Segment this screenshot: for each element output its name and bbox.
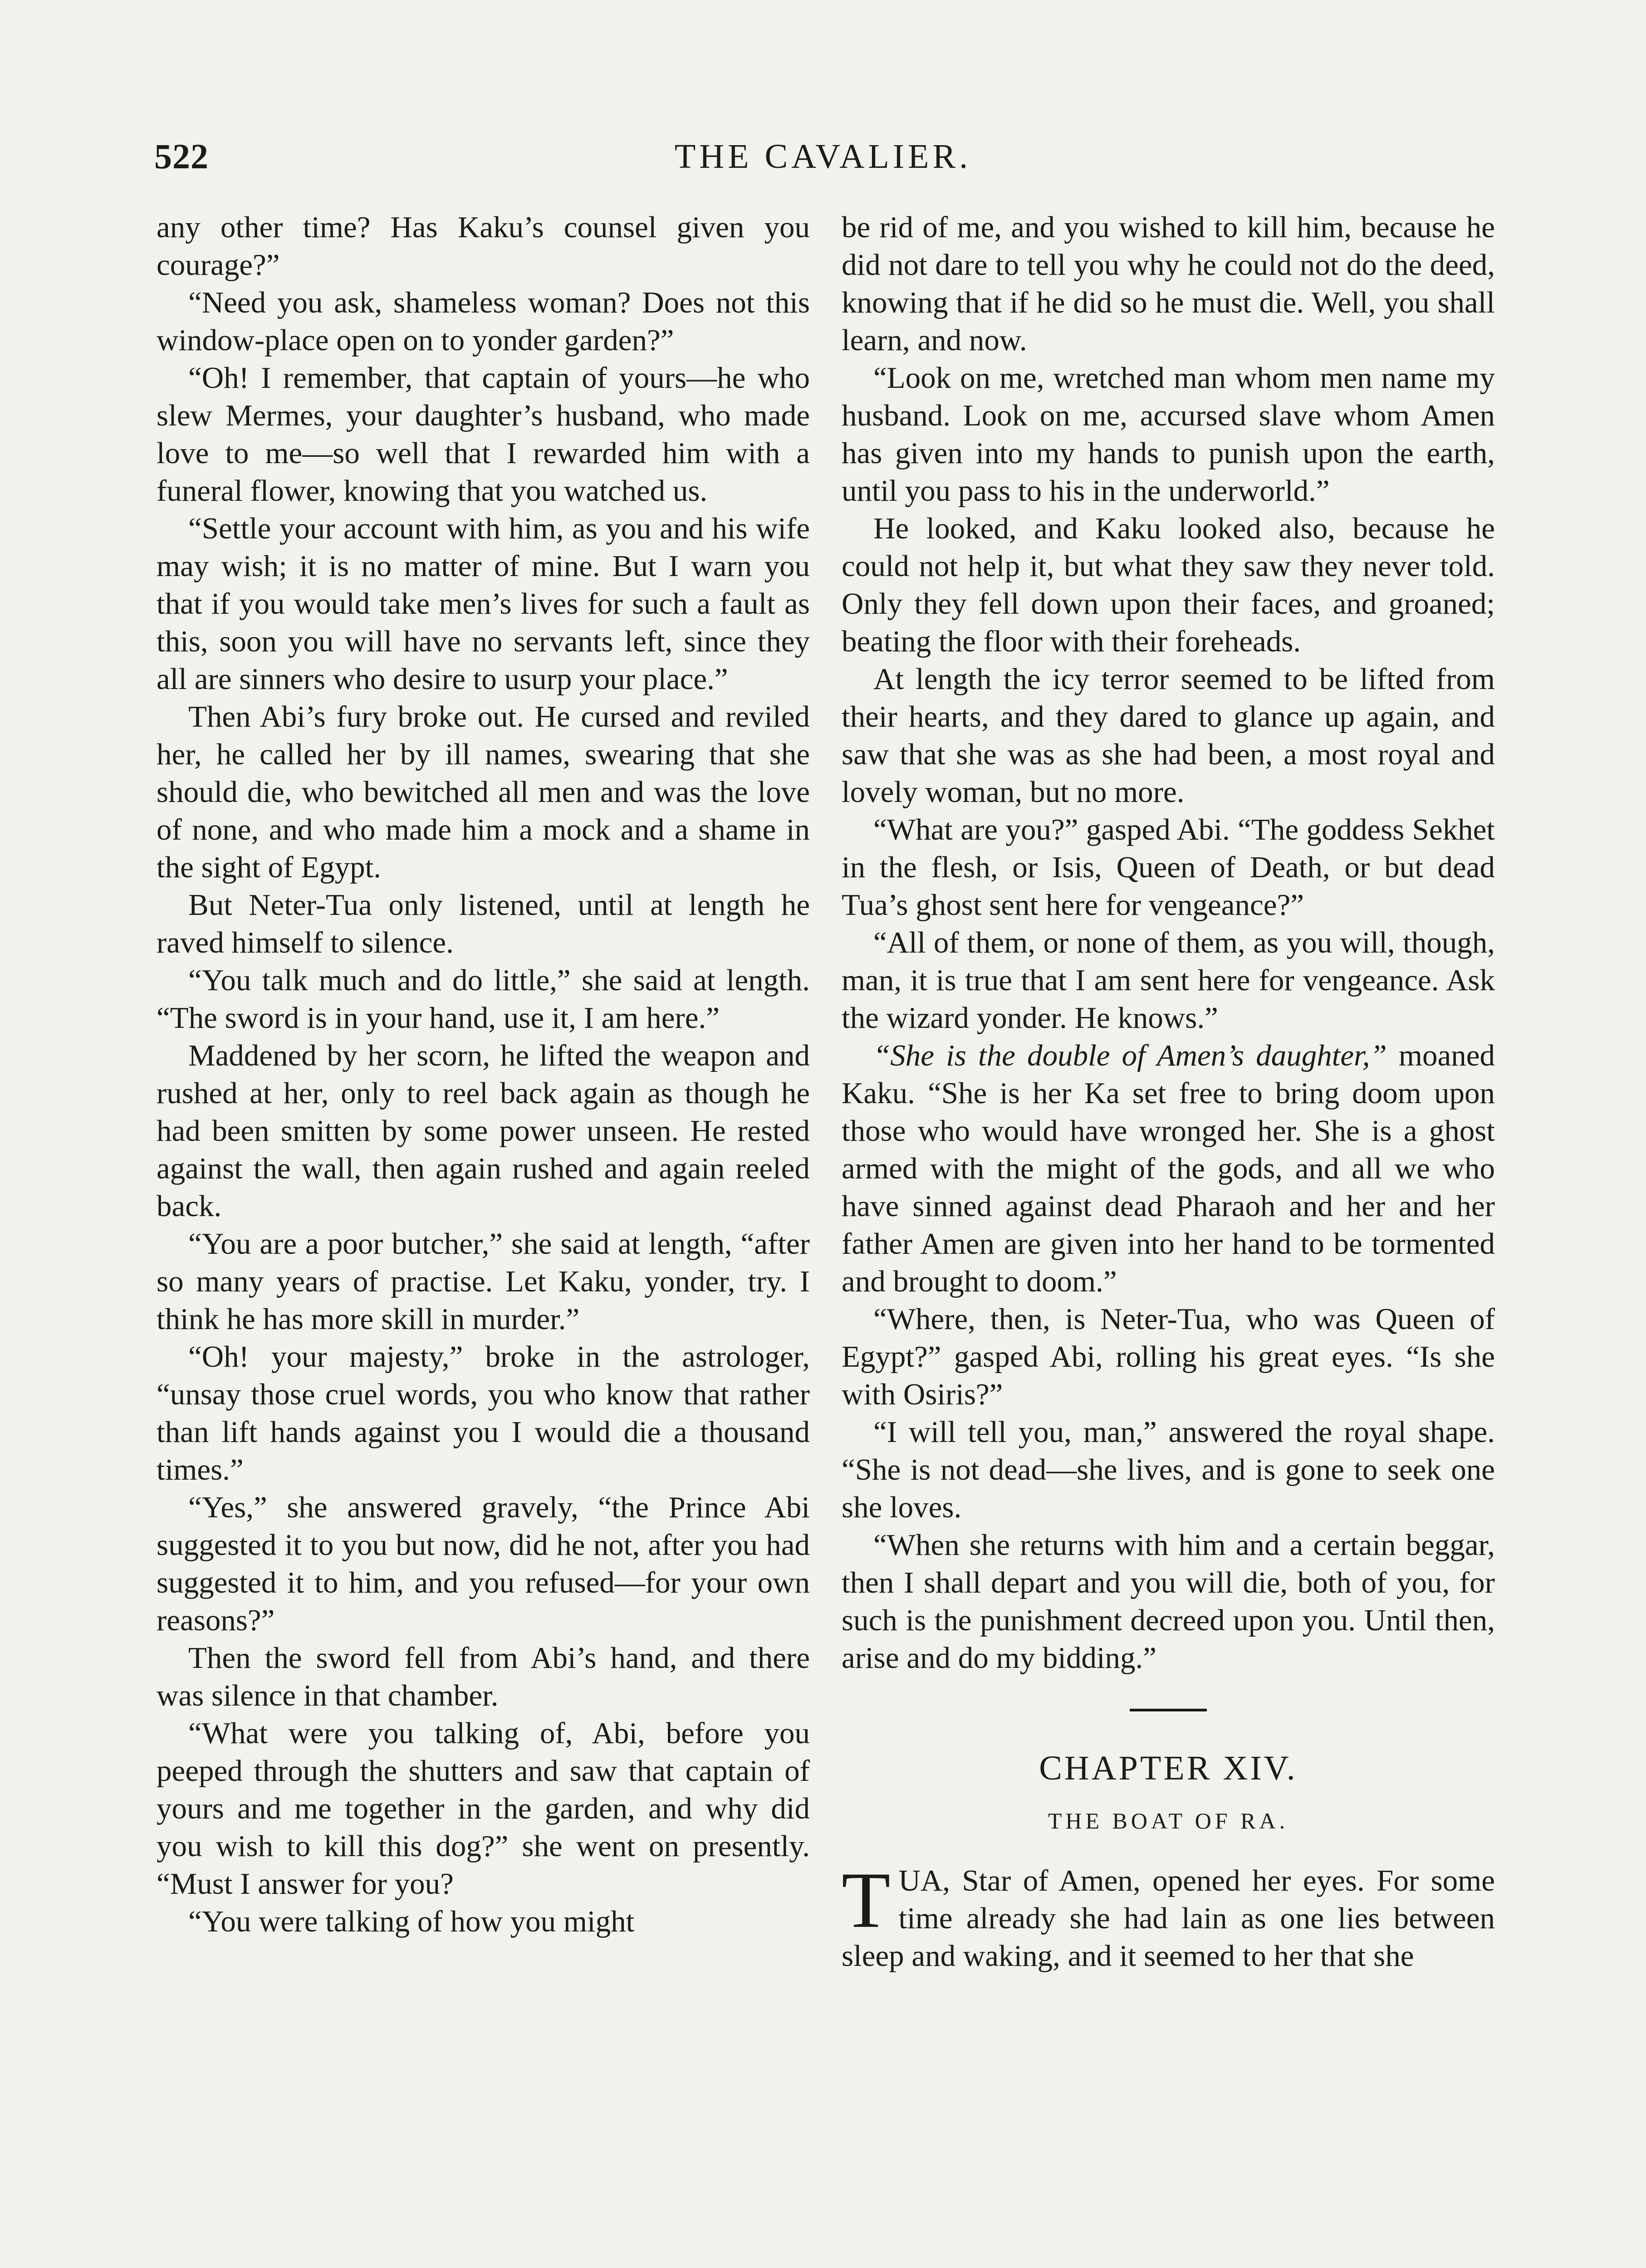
paragraph: “You talk much and do little,” she said at length. “The sword is in your hand, use it, I am here.” [157, 963, 810, 1035]
left-column [157, 209, 810, 1941]
paragraph: “What were you talking of, Abi, before you peeped through the shutters and saw that captain of yours and me together in the garden, and why did you wish to kill this dog?” she went on presently. “Must I answer for you? [157, 1716, 810, 1901]
paragraph: He looked, and Kaku looked also, because he could not help it, but what they saw they never told. Only they fell down upon their faces, and groaned; beating the floor with their foreheads. [842, 512, 1495, 658]
paragraph: “Need you ask, shameless woman? Does not this window-place open on to yonder garden?” [157, 286, 810, 357]
chapter-subtitle: THE BOAT OF RA. [1048, 1808, 1289, 1833]
section-divider [1130, 1709, 1207, 1711]
paragraph: “What are you?” gasped Abi. “The goddess Sekhet in the flesh, or Isis, Queen of Death, or but dead Tua’s ghost sent here for vengeance?” [842, 813, 1495, 922]
page-number: 522 [154, 137, 209, 176]
paragraph: “I will tell you, man,” answered the royal shape. “She is not dead—she lives, and is gone to seek one she loves. [842, 1415, 1495, 1524]
paragraph: “You were talking of how you might [188, 1905, 635, 1938]
paragraph: “When she returns with him and a certain beggar, then I shall depart and you will die, both of you, for such is the punishment decreed upon you. Until then, arise and do my bidding.” [842, 1528, 1495, 1675]
opening-text: UA, Star of Amen, opened her eyes. For some time already she had lain as one lies between sleep and waking, and it seemed to her that she [842, 1864, 1495, 1973]
paragraph: “Oh! your majesty,” broke in the astrologer, “unsay those cruel words, you who know that rather than lift hands against you I would die a thousand times.” [157, 1340, 810, 1486]
paragraph: But Neter-Tua only listened, until at length he raved himself to silence. [157, 888, 810, 959]
paragraph: Maddened by her scorn, he lifted the weapon and rushed at her, only to reel back again as though he had been smitten by some power unseen. He rested against the wall, then again rushed and again reeled back. [157, 1039, 810, 1223]
running-head: THE CAVALIER. [674, 137, 972, 176]
drop-cap: T [842, 1856, 891, 1945]
paragraph: “You are a poor butcher,” she said at length, “after so many years of practise. Let Kaku, yonder, try. I think he has more skill in murder.” [157, 1227, 810, 1336]
paragraph: “Settle your account with him, as you and his wife may wish; it is no matter of mine. But I warn you that if you would take men’s lives for such a fault as this, soon you will have no servants left, since they all are sinners who desire to usurp your place.” [157, 512, 810, 696]
paragraph: “Where, then, is Neter-Tua, who was Queen of Egypt?” gasped Abi, rolling his great eyes. “Is she with Osiris?” [842, 1302, 1495, 1411]
paragraph: “Look on me, wretched man whom men name my husband. Look on me, accursed slave whom Amen has given into my hands to punish upon the earth, until you pass to his in the underworld.” [842, 361, 1495, 508]
paragraph [842, 1037, 1495, 1300]
paragraph: “All of them, or none of them, as you will, though, man, it is true that I am sent here for vengeance. Ask the wizard yonder. He knows.” [842, 926, 1495, 1035]
page-header [154, 132, 1492, 181]
paragraph: At length the icy terror seemed to be lifted from their hearts, and they dared to glance up again, and saw that she was as she had been, a most royal and lovely woman, but no more. [842, 662, 1495, 809]
paragraph: Then the sword fell from Abi’s hand, and there was silence in that chamber. [157, 1641, 810, 1712]
right-column [842, 209, 1495, 1975]
quote-continuation: moaned Kaku. “She is her Ka set free to bring doom upon those who would have wronged her. She is a ghost armed with the might of the gods, and all we who have sinned against dead Pharaoh and her and her father Amen are given into her hand to be tormented and brought to doom.” [842, 1039, 1495, 1298]
chapter-title: CHAPTER XIV. [1039, 1749, 1298, 1787]
paragraph: Then Abi’s fury broke out. He cursed and reviled her, he called her by ill names, swearing that she should die, who bewitched all men and was the love of none, and who made him a mock and a shame in the sight of Egypt. [157, 700, 810, 884]
paragraph: “Oh! I remember, that captain of yours—he who slew Mermes, your daughter’s husband, who made love to me—so well that I rewarded him with a funeral flower, knowing that you watched us. [157, 361, 810, 508]
italic-quote: “She is the double of Amen’s daughter,” [873, 1039, 1387, 1072]
paragraph: any other time? Has Kaku’s counsel given you courage?” [157, 210, 810, 282]
chapter-opening-paragraph [842, 1856, 1495, 1975]
paragraph: “Yes,” she answered gravely, “the Prince Abi suggested it to you but now, did he not, after you had suggested it to him, and you refused—for your own reasons?” [157, 1491, 810, 1637]
paragraph: be rid of me, and you wished to kill him, because he did not dare to tell you why he could not do the deed, knowing that if he did so he must die. Well, you shall learn, and now. [842, 210, 1495, 357]
